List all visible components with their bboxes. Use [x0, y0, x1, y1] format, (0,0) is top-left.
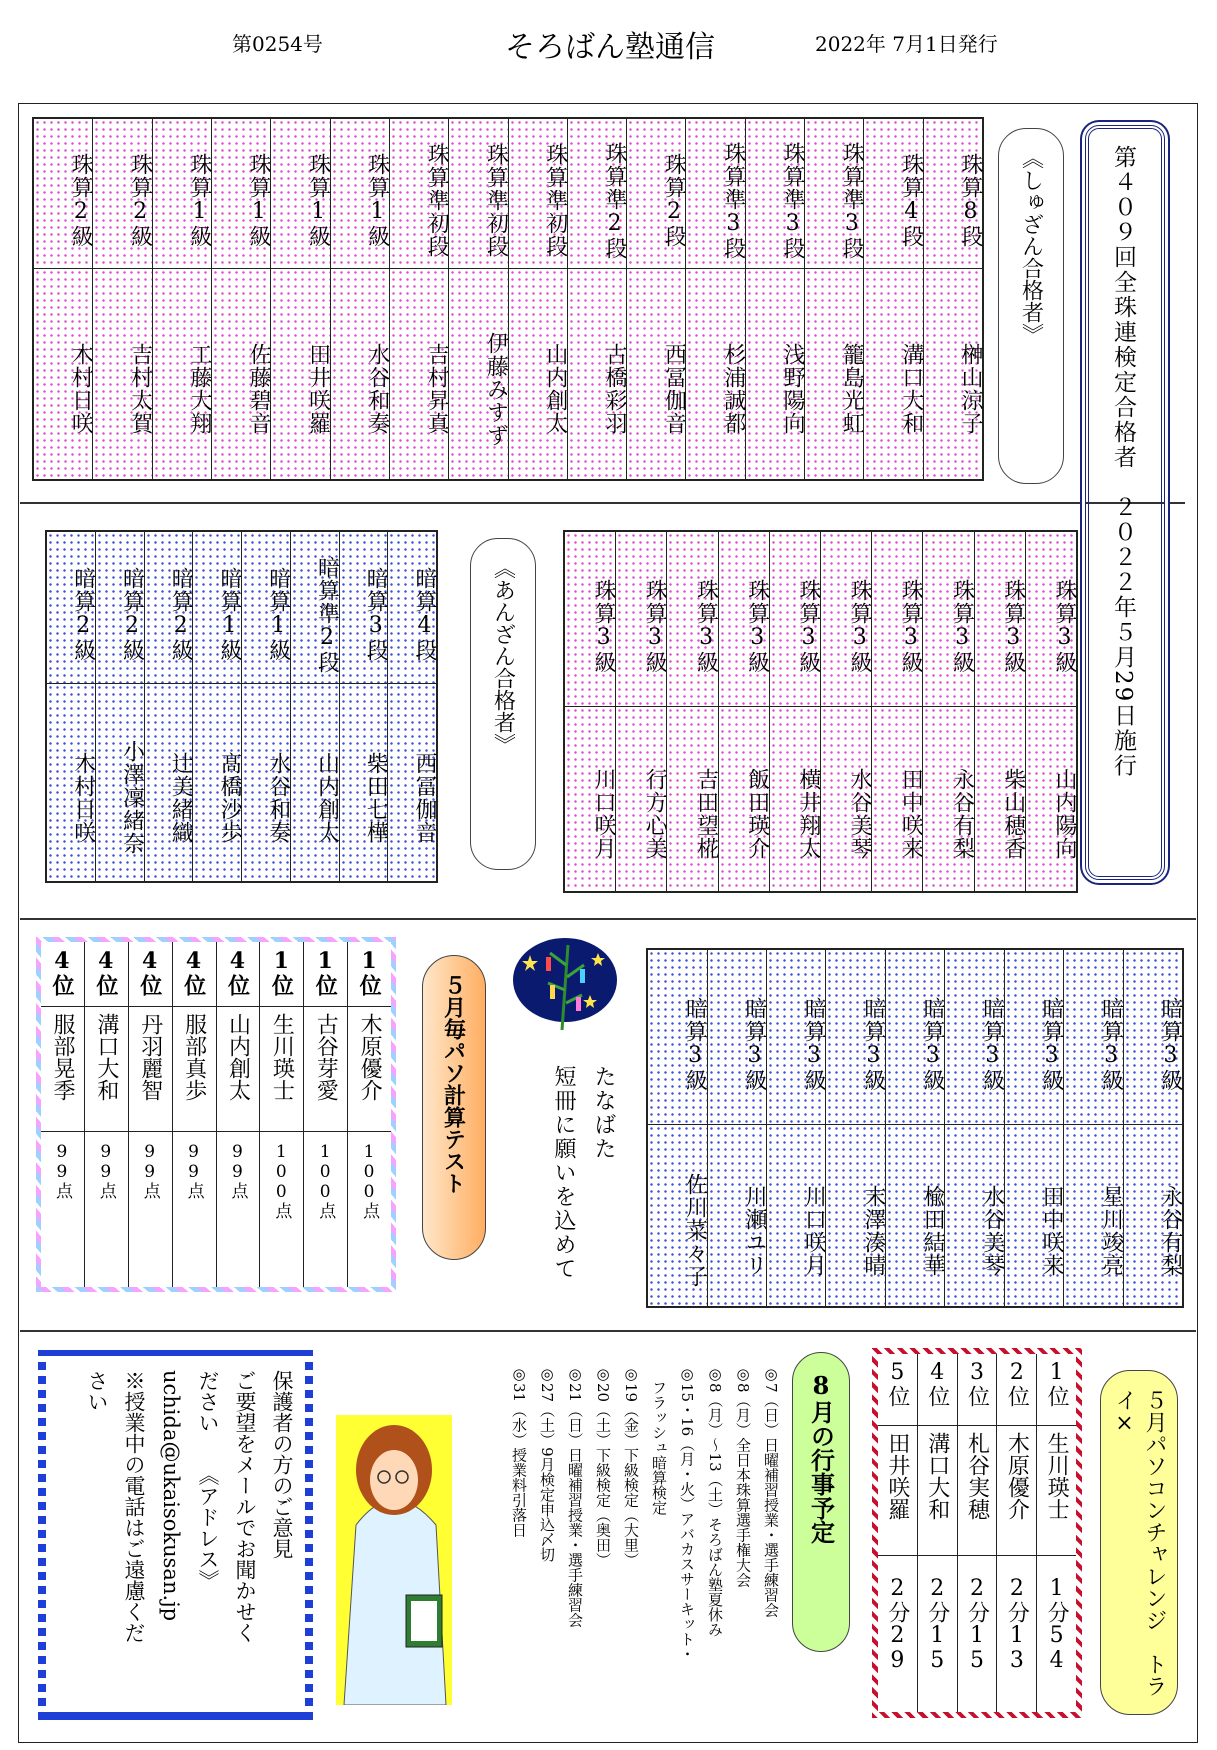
anzan-name: 柴田七樺: [340, 684, 388, 881]
shuzan2-grade: 珠算3級: [975, 532, 1025, 707]
shuzan2-name: 永谷有梨: [923, 707, 973, 891]
challenge-rank: 5位: [878, 1354, 917, 1426]
pc-test-column: [259, 942, 303, 1287]
anzan2-column: [1063, 950, 1122, 1306]
divider-1: [20, 502, 1185, 504]
shuzan-name: 木村日咲: [34, 269, 92, 479]
shuzan2-column: [1025, 532, 1076, 891]
anzan-name: 水谷和奏: [242, 684, 290, 881]
shuzan-column: [211, 119, 270, 479]
anzan-name: 西冨伽音: [388, 684, 436, 881]
shuzan2-grade: 珠算3級: [872, 532, 922, 707]
pc-test-label: ５月毎パソ計算テスト: [422, 955, 486, 1260]
anzan-grid-2: [646, 948, 1184, 1308]
anzan2-name: 田中咲来: [1005, 1125, 1063, 1306]
pc-test-name: 山内創太: [217, 1007, 260, 1132]
shuzan2-grade: 珠算3級: [821, 532, 871, 707]
anzan-grid: [45, 530, 438, 883]
shuzan-column: [508, 119, 567, 479]
challenge-column: [957, 1354, 997, 1712]
pc-test-score: 100点: [271, 1142, 292, 1219]
shuzan-grade: 珠算準3段: [746, 119, 804, 269]
notice-line: ださい 《アドレス》: [196, 1370, 220, 1591]
shuzan2-grade: 珠算3級: [565, 532, 615, 707]
anzan-grade: 暗算2級: [145, 532, 193, 684]
shuzan-column: [567, 119, 626, 479]
pc-test-column: [216, 942, 260, 1287]
anzan2-column: [825, 950, 884, 1306]
pc-test-rank: 1位: [260, 942, 303, 1007]
notice-line: さい: [85, 1370, 109, 1412]
anzan-grade: 暗算準2段: [291, 532, 339, 684]
events-list: [465, 1365, 785, 1725]
anzan2-name: 川口咲月: [767, 1125, 825, 1306]
tanabata-text-2: 短冊に願いを込めて: [551, 1065, 576, 1281]
anzan2-name: 星川竣亮: [1064, 1125, 1122, 1306]
pc-test-name: 服部真歩: [173, 1007, 216, 1132]
shuzan-grid-2: [563, 530, 1078, 893]
divider-3: [20, 1330, 1196, 1332]
shuzan2-grade: 珠算3級: [923, 532, 973, 707]
notice-line: ご要望をメールでお聞かせく: [233, 1370, 257, 1643]
pc-test-name: 木原優介: [348, 1007, 391, 1132]
anzan2-grade: 暗算3級: [1124, 950, 1182, 1125]
challenge-table: [872, 1348, 1082, 1718]
newsletter-title: そろばん塾通信: [505, 30, 715, 65]
pc-test-table: [36, 937, 396, 1292]
pc-test-rank: 4位: [173, 942, 216, 1007]
challenge-name: 田井咲羅: [878, 1426, 917, 1556]
shuzan-name: 杉浦誠都: [686, 269, 744, 479]
anzan-name: 木村日咲: [47, 684, 95, 881]
challenge-name: 溝口大和: [918, 1426, 957, 1556]
shuzan-column: [923, 119, 982, 479]
anzan2-grade: 暗算3級: [1005, 950, 1063, 1125]
anzan2-grade: 暗算3級: [945, 950, 1003, 1125]
anzan-label: 《あんざん合格者》: [470, 538, 536, 870]
event-item: フラッシュ暗算検定: [650, 1365, 668, 1515]
anzan2-column: [648, 950, 706, 1306]
pc-test-column: [84, 942, 128, 1287]
shuzan-name: 吉村太賀: [93, 269, 151, 479]
shuzan-column: [270, 119, 329, 479]
pc-test-score: 99点: [227, 1142, 248, 1199]
shuzan2-name: 吉田望椛: [667, 707, 717, 891]
shuzan-name: 田井咲羅: [271, 269, 329, 479]
event-item: ◎8（月）全日本珠算選手権大会: [734, 1365, 752, 1588]
event-item: ◎8（月）～13（土）そろばん塾夏休み: [706, 1365, 724, 1637]
issue-number: 第0254号: [232, 32, 323, 56]
issue-date: 2022年 7月1日発行: [815, 32, 998, 56]
notice-line: 保護者の方のご意見: [270, 1370, 294, 1559]
anzan-name: 辻美緒織: [145, 684, 193, 881]
tanabata-illustration: [510, 935, 620, 1035]
anzan2-name: 楡田結華: [886, 1125, 944, 1306]
shuzan2-name: 行方心美: [616, 707, 666, 891]
anzan2-grade: 暗算3級: [648, 950, 706, 1125]
shuzan2-column: [718, 532, 769, 891]
anzan2-column: [766, 950, 825, 1306]
shuzan2-name: 横井翔太: [770, 707, 820, 891]
event-item: ◎31（水）授業料引落日: [510, 1365, 528, 1538]
notice-line: ※授業中の電話はご遠慮くだ: [122, 1370, 146, 1643]
tanabata-text-1: たなばた: [591, 1065, 616, 1161]
anzan2-column: [1123, 950, 1182, 1306]
shuzan2-grade: 珠算3級: [667, 532, 717, 707]
challenge-rank: 3位: [958, 1354, 997, 1426]
anzan-column: [290, 532, 339, 881]
anzan-column: [192, 532, 241, 881]
shuzan-column: [92, 119, 151, 479]
shuzan2-name: 柴山穂香: [975, 707, 1025, 891]
pc-test-score: 99点: [51, 1142, 72, 1199]
anzan-column: [144, 532, 193, 881]
event-item: ◎20（土）下級検定（奥田）: [594, 1365, 612, 1568]
pc-test-column: [347, 942, 391, 1287]
anzan-grade: 暗算1級: [242, 532, 290, 684]
challenge-rank: 4位: [918, 1354, 957, 1426]
shuzan2-name: 川口咲月: [565, 707, 615, 891]
anzan-grade: 暗算2級: [47, 532, 95, 684]
shuzan-column: [152, 119, 211, 479]
shuzan-grade: 珠算2段: [627, 119, 685, 269]
shuzan-name: 籠島光虹: [805, 269, 863, 479]
shuzan-grade: 珠算準初段: [509, 119, 567, 269]
shuzan2-name: 水谷美琴: [821, 707, 871, 891]
challenge-column: [878, 1354, 917, 1712]
challenge-column: [1036, 1354, 1076, 1712]
challenge-rank: 2位: [997, 1354, 1036, 1426]
anzan2-name: 末澤湊晴: [826, 1125, 884, 1306]
shuzan-column: [448, 119, 507, 479]
anzan-column: [47, 532, 95, 881]
shuzan-grade: 珠算準3段: [805, 119, 863, 269]
anzan-grade: 暗算2級: [96, 532, 144, 684]
shuzan2-column: [871, 532, 922, 891]
shuzan-grade: 珠算準2段: [568, 119, 626, 269]
pc-test-score: 100点: [359, 1142, 380, 1219]
shuzan-name: 榊山涼子: [924, 269, 982, 479]
event-item: ◎19（金）下級検定（大里）: [622, 1365, 640, 1568]
anzan-grade: 暗算1級: [193, 532, 241, 684]
challenge-rank: 1位: [1037, 1354, 1076, 1426]
shuzan-grade: 珠算準初段: [449, 119, 507, 269]
shuzan2-column: [820, 532, 871, 891]
shuzan-name: 水谷和奏: [331, 269, 389, 479]
exam-title: 第４０９回全珠連検定合格者 ２０２２年５月29日施行: [1110, 145, 1136, 779]
shuzan-grade: 珠算1級: [153, 119, 211, 269]
shuzan2-column: [565, 532, 615, 891]
shuzan2-grade: 珠算3級: [770, 532, 820, 707]
challenge-time: 2分29: [884, 1576, 910, 1673]
anzan-name: 山内創太: [291, 684, 339, 881]
pc-test-column: [128, 942, 172, 1287]
anzan-column: [339, 532, 388, 881]
anzan2-name: 佐川菜々子: [648, 1125, 706, 1306]
pc-test-rank: 1位: [348, 942, 391, 1007]
shuzan-grade: 珠算4段: [864, 119, 922, 269]
shuzan-name: 浅野陽向: [746, 269, 804, 479]
pc-test-column: [172, 942, 216, 1287]
shuzan-column: [863, 119, 922, 479]
anzan-column: [387, 532, 436, 881]
challenge-label: ５月パソコンチャレンジ トライ×: [1100, 1370, 1178, 1715]
shuzan-column: [34, 119, 92, 479]
shuzan2-name: 山内陽向: [1026, 707, 1076, 891]
shuzan-column: [330, 119, 389, 479]
pc-test-name: 服部晃季: [41, 1007, 84, 1132]
pc-test-rank: 4位: [217, 942, 260, 1007]
events-label: 8月の行事予定: [792, 1352, 850, 1652]
shuzan-column: [626, 119, 685, 479]
shuzan-column: [804, 119, 863, 479]
anzan-name: 髙橋沙歩: [193, 684, 241, 881]
challenge-time: 2分15: [964, 1576, 990, 1673]
anzan2-grade: 暗算3級: [826, 950, 884, 1125]
shuzan-name: 溝口大和: [864, 269, 922, 479]
anzan2-grade: 暗算3級: [886, 950, 944, 1125]
shuzan2-column: [666, 532, 717, 891]
pc-test-score: 100点: [315, 1142, 336, 1219]
anzan2-name: 川瀬ユリ: [708, 1125, 766, 1306]
shuzan-grade: 珠算準初段: [390, 119, 448, 269]
anzan2-grade: 暗算3級: [767, 950, 825, 1125]
shuzan-grid: [32, 117, 984, 481]
event-item: ◎15・16（月・火）アバカスサーキット・: [678, 1365, 696, 1662]
shuzan-column: [745, 119, 804, 479]
anzan2-column: [707, 950, 766, 1306]
challenge-name: 木原優介: [997, 1426, 1036, 1556]
shuzan2-grade: 珠算3級: [616, 532, 666, 707]
anzan2-column: [944, 950, 1003, 1306]
pc-test-column: [303, 942, 347, 1287]
challenge-time: 2分15: [924, 1576, 950, 1673]
shuzan-grade: 珠算準3段: [686, 119, 744, 269]
anzan2-grade: 暗算3級: [1064, 950, 1122, 1125]
shuzan2-column: [974, 532, 1025, 891]
shuzan2-column: [769, 532, 820, 891]
shuzan-grade: 珠算2級: [93, 119, 151, 269]
challenge-column: [917, 1354, 957, 1712]
shuzan2-grade: 珠算3級: [719, 532, 769, 707]
anzan2-grade: 暗算3級: [708, 950, 766, 1125]
pc-test-score: 99点: [139, 1142, 160, 1199]
shuzan-name: 佐藤碧音: [212, 269, 270, 479]
shuzan-name: 古橋彩羽: [568, 269, 626, 479]
pc-test-name: 古谷芽愛: [304, 1007, 347, 1132]
pc-test-name: 生川瑛士: [260, 1007, 303, 1132]
shuzan-grade: 珠算1級: [271, 119, 329, 269]
divider-2: [20, 918, 1196, 920]
notice-line: uchida@ukaisokusan.jp: [159, 1370, 183, 1622]
pc-test-rank: 1位: [304, 942, 347, 1007]
shuzan-label: 《しゅざん合格者》: [998, 128, 1064, 484]
shuzan-name: 山内創太: [509, 269, 567, 479]
shuzan-name: 西冨伽音: [627, 269, 685, 479]
anzan-column: [241, 532, 290, 881]
teacher-illustration: [336, 1415, 452, 1705]
shuzan-name: 工藤大翔: [153, 269, 211, 479]
anzan2-column: [1004, 950, 1063, 1306]
shuzan-column: [389, 119, 448, 479]
shuzan-grade: 珠算1級: [212, 119, 270, 269]
shuzan2-column: [922, 532, 973, 891]
shuzan-grade: 珠算2級: [34, 119, 92, 269]
shuzan-column: [685, 119, 744, 479]
pc-test-score: 99点: [183, 1142, 204, 1199]
event-item: ◎27（土）9月検定申込〆切: [538, 1365, 556, 1562]
shuzan2-column: [615, 532, 666, 891]
challenge-name: 生川瑛士: [1037, 1426, 1076, 1556]
shuzan2-name: 田中咲来: [872, 707, 922, 891]
anzan2-column: [885, 950, 944, 1306]
pc-test-name: 丹羽麗智: [129, 1007, 172, 1132]
shuzan-grade: 珠算8段: [924, 119, 982, 269]
challenge-column: [996, 1354, 1036, 1712]
shuzan-grade: 珠算1級: [331, 119, 389, 269]
shuzan-name: 伊藤みすず: [449, 269, 507, 479]
shuzan2-grade: 珠算3級: [1026, 532, 1076, 707]
challenge-time: 1分54: [1044, 1576, 1070, 1673]
anzan-column: [95, 532, 144, 881]
event-item: ◎21（日）日曜補習授業・選手練習会: [566, 1365, 584, 1628]
shuzan2-name: 飯田瑛介: [719, 707, 769, 891]
event-item: ◎7（日）日曜補習授業・選手練習会: [762, 1365, 780, 1618]
pc-test-rank: 4位: [129, 942, 172, 1007]
challenge-time: 2分13: [1004, 1576, 1030, 1673]
challenge-name: 札谷実穂: [958, 1426, 997, 1556]
pc-test-score: 99点: [95, 1142, 116, 1199]
shuzan-name: 吉村昇真: [390, 269, 448, 479]
pc-test-rank: 4位: [85, 942, 128, 1007]
pc-test-rank: 4位: [41, 942, 84, 1007]
anzan-name: 小澤凜緒奈: [96, 684, 144, 881]
anzan2-name: 永谷有梨: [1124, 1125, 1182, 1306]
anzan-grade: 暗算4段: [388, 532, 436, 684]
notice-text: [75, 1370, 300, 1710]
anzan-grade: 暗算3段: [340, 532, 388, 684]
pc-test-name: 溝口大和: [85, 1007, 128, 1132]
pc-test-column: [41, 942, 84, 1287]
anzan2-name: 水谷美琴: [945, 1125, 1003, 1306]
